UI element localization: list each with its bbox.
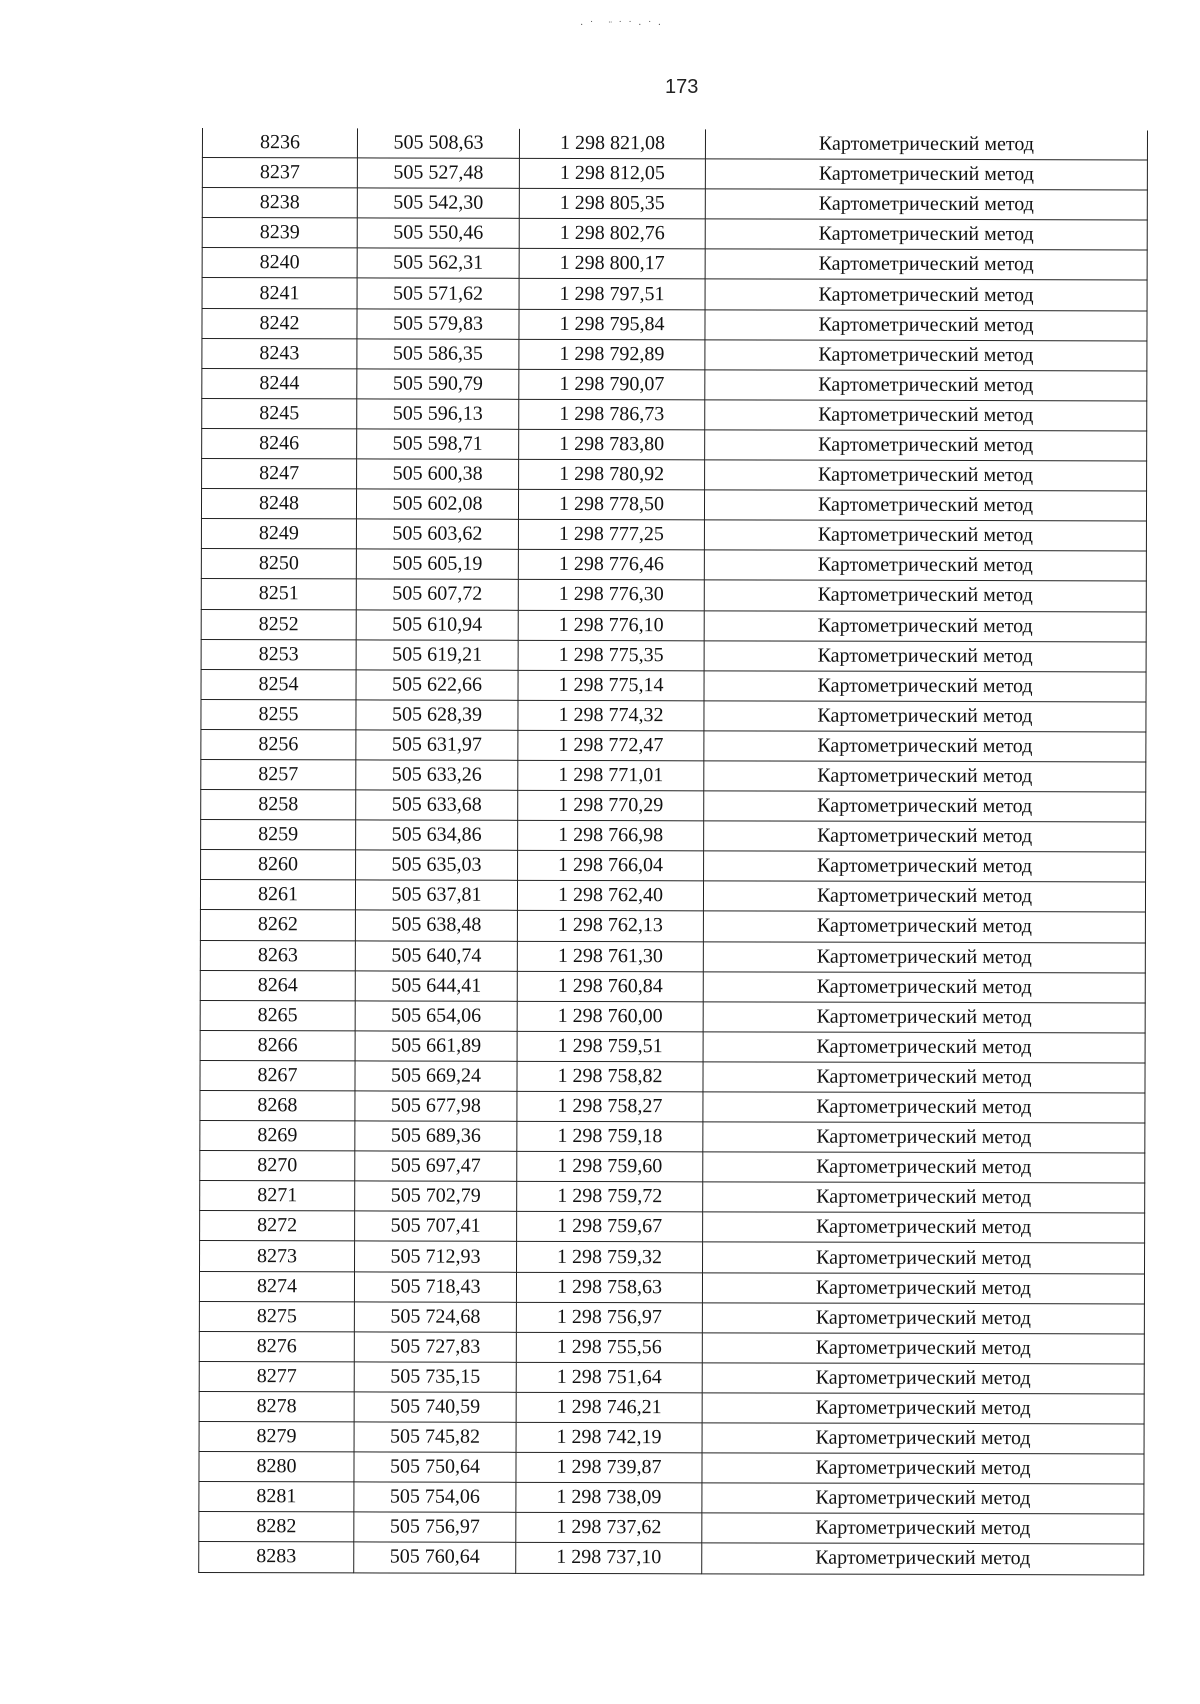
x-coordinate-cell: 505 562,31 bbox=[357, 248, 519, 279]
point-number-cell: 8279 bbox=[199, 1422, 354, 1452]
table-row bbox=[200, 1151, 1145, 1184]
table-row bbox=[199, 1542, 1144, 1575]
method-cell: Картометрический метод bbox=[705, 189, 1147, 220]
table-row bbox=[199, 1271, 1144, 1304]
point-number-cell: 8238 bbox=[202, 188, 357, 218]
table-row bbox=[201, 579, 1146, 612]
table-row bbox=[199, 1512, 1144, 1545]
x-coordinate-cell: 505 724,68 bbox=[354, 1302, 516, 1333]
method-cell: Картометрический метод bbox=[705, 309, 1147, 340]
method-cell: Картометрический метод bbox=[705, 400, 1147, 431]
method-cell: Картометрический метод bbox=[704, 701, 1146, 732]
point-number-cell: 8253 bbox=[201, 639, 356, 669]
y-coordinate-cell: 1 298 821,08 bbox=[519, 129, 705, 159]
table-row bbox=[202, 428, 1147, 461]
y-coordinate-cell: 1 298 756,97 bbox=[516, 1302, 702, 1333]
point-number-cell: 8268 bbox=[200, 1090, 355, 1120]
method-cell: Картометрический метод bbox=[705, 129, 1147, 160]
y-coordinate-cell: 1 298 775,14 bbox=[518, 670, 704, 701]
method-cell: Картометрический метод bbox=[703, 881, 1145, 912]
x-coordinate-cell: 505 760,64 bbox=[354, 1542, 516, 1573]
y-coordinate-cell: 1 298 774,32 bbox=[518, 700, 704, 731]
y-coordinate-cell: 1 298 758,63 bbox=[516, 1272, 702, 1303]
coordinates-table bbox=[198, 128, 1148, 1575]
method-cell: Картометрический метод bbox=[702, 1272, 1144, 1303]
x-coordinate-cell: 505 610,94 bbox=[356, 609, 518, 640]
point-number-cell: 8259 bbox=[201, 820, 356, 850]
method-cell: Картометрический метод bbox=[704, 791, 1146, 822]
method-cell: Картометрический метод bbox=[702, 1302, 1144, 1333]
table-row bbox=[202, 278, 1147, 311]
method-cell: Картометрический метод bbox=[703, 1212, 1145, 1243]
point-number-cell: 8256 bbox=[201, 729, 356, 759]
table-row bbox=[201, 790, 1146, 823]
method-cell: Картометрический метод bbox=[704, 580, 1146, 611]
y-coordinate-cell: 1 298 800,17 bbox=[519, 249, 705, 280]
y-coordinate-cell: 1 298 772,47 bbox=[518, 730, 704, 761]
table-row bbox=[202, 128, 1147, 160]
method-cell: Картометрический метод bbox=[704, 520, 1146, 551]
table-row bbox=[201, 609, 1146, 642]
x-coordinate-cell: 505 718,43 bbox=[354, 1271, 516, 1302]
point-number-cell: 8260 bbox=[201, 850, 356, 880]
method-cell: Картометрический метод bbox=[705, 249, 1147, 280]
y-coordinate-cell: 1 298 762,13 bbox=[517, 911, 703, 942]
point-number-cell: 8269 bbox=[200, 1121, 355, 1151]
x-coordinate-cell: 505 661,89 bbox=[355, 1031, 517, 1062]
table-row bbox=[200, 1060, 1145, 1093]
x-coordinate-cell: 505 712,93 bbox=[355, 1241, 517, 1272]
point-number-cell: 8278 bbox=[199, 1391, 354, 1421]
x-coordinate-cell: 505 637,81 bbox=[355, 880, 517, 911]
x-coordinate-cell: 505 571,62 bbox=[357, 278, 519, 309]
x-coordinate-cell: 505 633,26 bbox=[356, 760, 518, 791]
y-coordinate-cell: 1 298 762,40 bbox=[517, 881, 703, 912]
y-coordinate-cell: 1 298 759,67 bbox=[517, 1212, 703, 1243]
method-cell: Картометрический метод bbox=[704, 821, 1146, 852]
x-coordinate-cell: 505 740,59 bbox=[354, 1392, 516, 1423]
method-cell: Картометрический метод bbox=[702, 1513, 1144, 1544]
y-coordinate-cell: 1 298 777,25 bbox=[518, 520, 704, 551]
table-row bbox=[201, 850, 1146, 883]
point-number-cell: 8262 bbox=[200, 910, 355, 940]
point-number-cell: 8246 bbox=[202, 428, 357, 458]
x-coordinate-cell: 505 602,08 bbox=[356, 489, 518, 520]
table-row bbox=[199, 1452, 1144, 1485]
y-coordinate-cell: 1 298 760,84 bbox=[517, 971, 703, 1002]
table-row bbox=[201, 669, 1146, 702]
point-number-cell: 8249 bbox=[201, 519, 356, 549]
x-coordinate-cell: 505 654,06 bbox=[355, 1001, 517, 1032]
x-coordinate-cell: 505 702,79 bbox=[355, 1181, 517, 1212]
x-coordinate-cell: 505 579,83 bbox=[357, 308, 519, 339]
table-row bbox=[202, 368, 1147, 401]
y-coordinate-cell: 1 298 766,04 bbox=[518, 851, 704, 882]
point-number-cell: 8244 bbox=[202, 368, 357, 398]
x-coordinate-cell: 505 750,64 bbox=[354, 1452, 516, 1483]
point-number-cell: 8272 bbox=[200, 1211, 355, 1241]
x-coordinate-cell: 505 586,35 bbox=[357, 339, 519, 370]
x-coordinate-cell: 505 607,72 bbox=[356, 579, 518, 610]
table-row bbox=[201, 489, 1146, 522]
point-number-cell: 8257 bbox=[201, 759, 356, 789]
x-coordinate-cell: 505 707,41 bbox=[355, 1211, 517, 1242]
point-number-cell: 8237 bbox=[202, 158, 357, 188]
method-cell: Картометрический метод bbox=[702, 1453, 1144, 1484]
y-coordinate-cell: 1 298 760,00 bbox=[517, 1001, 703, 1032]
x-coordinate-cell: 505 633,68 bbox=[356, 790, 518, 821]
y-coordinate-cell: 1 298 771,01 bbox=[518, 760, 704, 791]
y-coordinate-cell: 1 298 742,19 bbox=[516, 1422, 702, 1453]
method-cell: Картометрический метод bbox=[702, 1483, 1144, 1514]
page-number: 173 bbox=[665, 76, 699, 98]
y-coordinate-cell: 1 298 738,09 bbox=[516, 1483, 702, 1514]
y-coordinate-cell: 1 298 776,46 bbox=[518, 550, 704, 581]
x-coordinate-cell: 505 527,48 bbox=[357, 158, 519, 189]
table-row bbox=[202, 158, 1147, 191]
method-cell: Картометрический метод bbox=[703, 911, 1145, 942]
y-coordinate-cell: 1 298 737,10 bbox=[516, 1543, 702, 1574]
x-coordinate-cell: 505 635,03 bbox=[356, 850, 518, 881]
point-number-cell: 8276 bbox=[199, 1331, 354, 1361]
method-cell: Картометрический метод bbox=[704, 640, 1146, 671]
point-number-cell: 8243 bbox=[202, 338, 357, 368]
point-number-cell: 8240 bbox=[202, 248, 357, 278]
table-row bbox=[201, 639, 1146, 672]
method-cell: Картометрический метод bbox=[703, 1242, 1145, 1273]
y-coordinate-cell: 1 298 780,92 bbox=[519, 459, 705, 490]
point-number-cell: 8270 bbox=[200, 1151, 355, 1181]
y-coordinate-cell: 1 298 761,30 bbox=[517, 941, 703, 972]
table-row bbox=[200, 1000, 1145, 1033]
y-coordinate-cell: 1 298 759,60 bbox=[517, 1152, 703, 1183]
table-row bbox=[200, 1241, 1145, 1274]
method-cell: Картометрический метод bbox=[703, 1152, 1145, 1183]
method-cell: Картометрический метод bbox=[702, 1333, 1144, 1364]
x-coordinate-cell: 505 628,39 bbox=[356, 700, 518, 731]
table-row bbox=[200, 1090, 1145, 1123]
method-cell: Картометрический метод bbox=[705, 370, 1147, 401]
method-cell: Картометрический метод bbox=[703, 941, 1145, 972]
point-number-cell: 8264 bbox=[200, 970, 355, 1000]
y-coordinate-cell: 1 298 746,21 bbox=[516, 1392, 702, 1423]
scan-artifact: · ˙ ¨ ˙ ˙ · ˙ · bbox=[580, 20, 664, 31]
x-coordinate-cell: 505 677,98 bbox=[355, 1091, 517, 1122]
method-cell: Картометрический метод bbox=[704, 490, 1146, 521]
x-coordinate-cell: 505 596,13 bbox=[357, 399, 519, 430]
x-coordinate-cell: 505 727,83 bbox=[354, 1332, 516, 1363]
y-coordinate-cell: 1 298 737,62 bbox=[516, 1513, 702, 1544]
point-number-cell: 8275 bbox=[199, 1301, 354, 1331]
x-coordinate-cell: 505 600,38 bbox=[357, 459, 519, 490]
point-number-cell: 8273 bbox=[200, 1241, 355, 1271]
table-row bbox=[199, 1361, 1144, 1394]
y-coordinate-cell: 1 298 786,73 bbox=[519, 399, 705, 430]
point-number-cell: 8255 bbox=[201, 699, 356, 729]
point-number-cell: 8239 bbox=[202, 218, 357, 248]
x-coordinate-cell: 505 622,66 bbox=[356, 670, 518, 701]
y-coordinate-cell: 1 298 759,18 bbox=[517, 1121, 703, 1152]
y-coordinate-cell: 1 298 759,51 bbox=[517, 1031, 703, 1062]
x-coordinate-cell: 505 634,86 bbox=[356, 820, 518, 851]
table-row bbox=[200, 910, 1145, 943]
method-cell: Картометрический метод bbox=[703, 1122, 1145, 1153]
method-cell: Картометрический метод bbox=[704, 851, 1146, 882]
point-number-cell: 8251 bbox=[201, 579, 356, 609]
point-number-cell: 8236 bbox=[202, 128, 357, 158]
y-coordinate-cell: 1 298 755,56 bbox=[516, 1332, 702, 1363]
table-row bbox=[202, 338, 1147, 371]
y-coordinate-cell: 1 298 778,50 bbox=[518, 489, 704, 520]
point-number-cell: 8258 bbox=[201, 790, 356, 820]
method-cell: Картометрический метод bbox=[705, 159, 1147, 190]
x-coordinate-cell: 505 644,41 bbox=[355, 971, 517, 1002]
table-row bbox=[200, 1211, 1145, 1244]
x-coordinate-cell: 505 619,21 bbox=[356, 639, 518, 670]
method-cell: Картометрический метод bbox=[705, 219, 1147, 250]
y-coordinate-cell: 1 298 758,82 bbox=[517, 1061, 703, 1092]
table-row bbox=[201, 820, 1146, 853]
point-number-cell: 8266 bbox=[200, 1030, 355, 1060]
x-coordinate-cell: 505 598,71 bbox=[357, 429, 519, 460]
point-number-cell: 8283 bbox=[199, 1542, 354, 1572]
table-row bbox=[201, 519, 1146, 552]
y-coordinate-cell: 1 298 776,10 bbox=[518, 610, 704, 641]
y-coordinate-cell: 1 298 792,89 bbox=[519, 339, 705, 370]
method-cell: Картометрический метод bbox=[703, 1182, 1145, 1213]
y-coordinate-cell: 1 298 802,76 bbox=[519, 219, 705, 250]
method-cell: Картометрический метод bbox=[704, 671, 1146, 702]
method-cell: Картометрический метод bbox=[702, 1363, 1144, 1394]
table-row bbox=[199, 1331, 1144, 1364]
y-coordinate-cell: 1 298 759,32 bbox=[517, 1242, 703, 1273]
x-coordinate-cell: 505 508,63 bbox=[357, 128, 519, 158]
x-coordinate-cell: 505 697,47 bbox=[355, 1151, 517, 1182]
x-coordinate-cell: 505 590,79 bbox=[357, 369, 519, 400]
y-coordinate-cell: 1 298 812,05 bbox=[519, 158, 705, 189]
x-coordinate-cell: 505 756,97 bbox=[354, 1512, 516, 1543]
x-coordinate-cell: 505 638,48 bbox=[355, 910, 517, 941]
y-coordinate-cell: 1 298 795,84 bbox=[519, 309, 705, 340]
table-row bbox=[201, 759, 1146, 792]
method-cell: Картометрический метод bbox=[702, 1423, 1144, 1454]
point-number-cell: 8274 bbox=[199, 1271, 354, 1301]
method-cell: Картометрический метод bbox=[705, 339, 1147, 370]
point-number-cell: 8241 bbox=[202, 278, 357, 308]
point-number-cell: 8254 bbox=[201, 669, 356, 699]
x-coordinate-cell: 505 669,24 bbox=[355, 1061, 517, 1092]
x-coordinate-cell: 505 689,36 bbox=[355, 1121, 517, 1152]
point-number-cell: 8252 bbox=[201, 609, 356, 639]
table-row bbox=[200, 1181, 1145, 1214]
table-row bbox=[202, 308, 1147, 341]
x-coordinate-cell: 505 631,97 bbox=[356, 730, 518, 761]
method-cell: Картометрический метод bbox=[702, 1393, 1144, 1424]
y-coordinate-cell: 1 298 766,98 bbox=[518, 820, 704, 851]
point-number-cell: 8263 bbox=[200, 940, 355, 970]
method-cell: Картометрический метод bbox=[702, 1543, 1144, 1574]
x-coordinate-cell: 505 542,30 bbox=[357, 188, 519, 219]
table-row bbox=[202, 218, 1147, 251]
method-cell: Картометрический метод bbox=[703, 1062, 1145, 1093]
method-cell: Картометрический метод bbox=[705, 460, 1147, 491]
table-row bbox=[200, 940, 1145, 973]
table-row bbox=[200, 1121, 1145, 1154]
table-row bbox=[202, 248, 1147, 281]
method-cell: Картометрический метод bbox=[703, 1032, 1145, 1063]
table-row bbox=[200, 880, 1145, 913]
x-coordinate-cell: 505 603,62 bbox=[356, 519, 518, 550]
y-coordinate-cell: 1 298 758,27 bbox=[517, 1091, 703, 1122]
x-coordinate-cell: 505 754,06 bbox=[354, 1482, 516, 1513]
method-cell: Картометрический метод bbox=[704, 731, 1146, 762]
point-number-cell: 8242 bbox=[202, 308, 357, 338]
table-row bbox=[200, 1030, 1145, 1063]
method-cell: Картометрический метод bbox=[704, 610, 1146, 641]
point-number-cell: 8280 bbox=[199, 1452, 354, 1482]
table-row bbox=[201, 549, 1146, 582]
x-coordinate-cell: 505 735,15 bbox=[354, 1362, 516, 1393]
table-row bbox=[199, 1482, 1144, 1515]
y-coordinate-cell: 1 298 751,64 bbox=[516, 1362, 702, 1393]
y-coordinate-cell: 1 298 805,35 bbox=[519, 189, 705, 220]
method-cell: Картометрический метод bbox=[704, 550, 1146, 581]
point-number-cell: 8277 bbox=[199, 1361, 354, 1391]
method-cell: Картометрический метод bbox=[705, 430, 1147, 461]
y-coordinate-cell: 1 298 739,87 bbox=[516, 1452, 702, 1483]
coordinates-table-body bbox=[199, 128, 1148, 1574]
y-coordinate-cell: 1 298 776,30 bbox=[518, 580, 704, 611]
table-row bbox=[199, 1301, 1144, 1334]
point-number-cell: 8248 bbox=[201, 489, 356, 519]
x-coordinate-cell: 505 745,82 bbox=[354, 1422, 516, 1453]
x-coordinate-cell: 505 640,74 bbox=[355, 940, 517, 971]
point-number-cell: 8250 bbox=[201, 549, 356, 579]
method-cell: Картометрический метод bbox=[703, 1092, 1145, 1123]
point-number-cell: 8282 bbox=[199, 1512, 354, 1542]
method-cell: Картометрический метод bbox=[704, 761, 1146, 792]
y-coordinate-cell: 1 298 759,72 bbox=[517, 1182, 703, 1213]
y-coordinate-cell: 1 298 770,29 bbox=[518, 790, 704, 821]
point-number-cell: 8271 bbox=[200, 1181, 355, 1211]
point-number-cell: 8261 bbox=[200, 880, 355, 910]
method-cell: Картометрический метод bbox=[705, 279, 1147, 310]
point-number-cell: 8281 bbox=[199, 1482, 354, 1512]
y-coordinate-cell: 1 298 797,51 bbox=[519, 279, 705, 310]
table-row bbox=[201, 699, 1146, 732]
table-row bbox=[202, 398, 1147, 431]
table-row bbox=[202, 459, 1147, 492]
point-number-cell: 8247 bbox=[202, 459, 357, 489]
y-coordinate-cell: 1 298 783,80 bbox=[519, 429, 705, 460]
method-cell: Картометрический метод bbox=[703, 971, 1145, 1002]
table-row bbox=[199, 1391, 1144, 1424]
y-coordinate-cell: 1 298 775,35 bbox=[518, 640, 704, 671]
point-number-cell: 8267 bbox=[200, 1060, 355, 1090]
table-row bbox=[199, 1422, 1144, 1455]
method-cell: Картометрический метод bbox=[703, 1002, 1145, 1033]
table-row bbox=[200, 970, 1145, 1003]
point-number-cell: 8245 bbox=[202, 398, 357, 428]
point-number-cell: 8265 bbox=[200, 1000, 355, 1030]
y-coordinate-cell: 1 298 790,07 bbox=[519, 369, 705, 400]
x-coordinate-cell: 505 550,46 bbox=[357, 218, 519, 249]
table-row bbox=[202, 188, 1147, 221]
table-row bbox=[201, 729, 1146, 762]
x-coordinate-cell: 505 605,19 bbox=[356, 549, 518, 580]
